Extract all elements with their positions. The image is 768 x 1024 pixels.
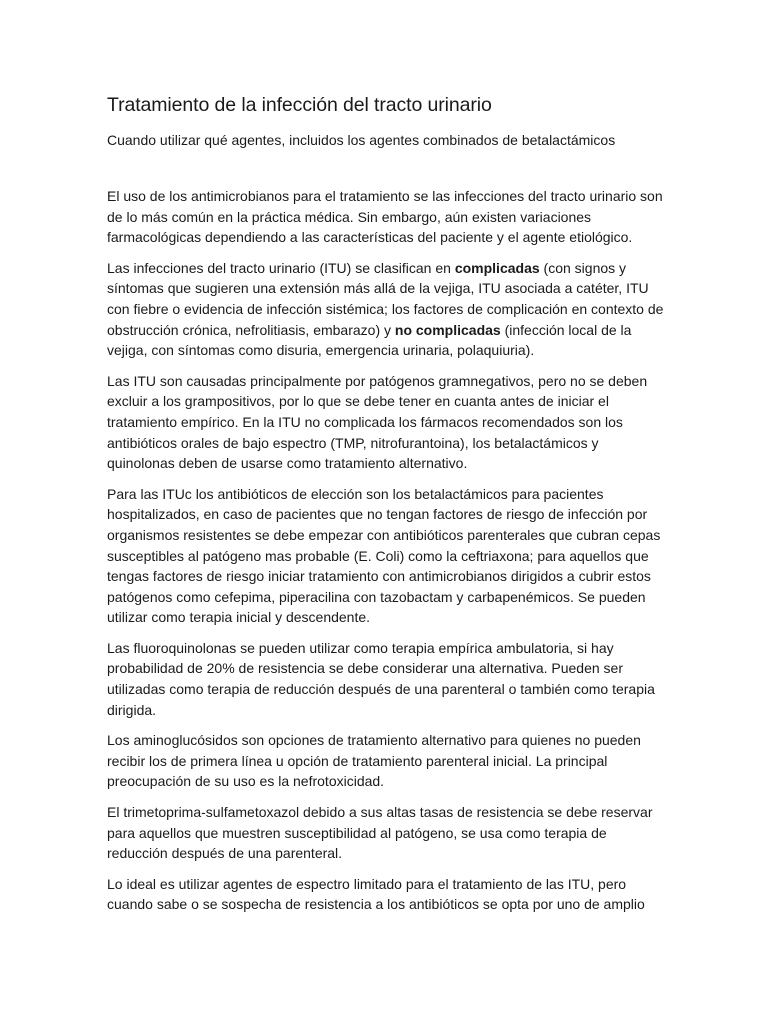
document-page: [107, 92, 667, 925]
paragraph-text: (infección local de la vejiga, con síntomas como disuria, emergencia urinaria, polaquiuria).: [107, 321, 632, 359]
paragraph-intro: El uso de los antimicrobianos para el tratamiento se las infecciones del tracto urinario son de lo más común en la práctica médica. Sin embargo, aún existen variaciones farmacológicas dependiendo a las características del paciente y el agente etiológico.: [107, 188, 663, 246]
document-body: [107, 186, 667, 915]
paragraph-text: (con signos y síntomas que sugieren una extensión más allá de la vejiga, ITU asociada a catéter, ITU con fiebre o evidencia de infección sistémica; los factores de complicación en contexto de obstrucción crónica, nefrolitiasis, embarazo) y: [107, 259, 664, 338]
document-title: Tratamiento de la infección del tracto urinario: [107, 94, 492, 116]
paragraph-aminoglucosidos: Los aminoglucósidos son opciones de tratamiento alternativo para quienes no pueden recibir los de primera línea u opción de tratamiento parenteral inicial. La principal preocupación de su uso es la nefrotoxicidad.: [107, 732, 641, 790]
bold-term-complicadas: complicadas: [454, 259, 540, 276]
paragraph-text: Las infecciones del tracto urinario (ITU) se clasifican en: [107, 259, 455, 276]
paragraph-fluoroquinolonas: Las fluoroquinolonas se pueden utilizar como terapia empírica ambulatoria, si hay probabilidad de 20% de resistencia se debe considerar una alternativa. Pueden ser utilizadas como terapia de reducción después de una parenteral o también como terapia dirigida.: [107, 639, 655, 718]
document-subtitle: Cuando utilizar qué agentes, incluidos los agentes combinados de betalactámicos: [107, 132, 616, 148]
paragraph-espectro: Lo ideal es utilizar agentes de espectro limitado para el tratamiento de las ITU, pero cuando sabe o se sospecha de resistencia a los antibióticos se opta por uno de amplio: [107, 875, 645, 913]
bold-term-no-complicadas: no complicadas: [394, 321, 501, 338]
paragraph-itu-complicada: Para las ITUc los antibióticos de elección son los betalactámicos para pacientes hospitalizados, en caso de pacientes que no tengan factores de riesgo de infección por organismos resistentes se debe empezar con antibióticos parenterales que cubran cepas susceptibles al patógeno mas probable (E. Coli) como la ceftriaxona; para aquellos que tengas factores de riesgo iniciar tratamiento con antimicrobianos dirigidos a cubrir estos patógenos como cefepima, piperacilina con tazobactam y carbapenémicos. Se pueden utilizar como terapia inicial y descendente.: [107, 485, 661, 626]
paragraph-classification: [107, 258, 667, 361]
paragraph-trimetoprima: El trimetoprima-sulfametoxazol debido a sus altas tasas de resistencia se debe reservar para aquellos que muestren susceptibilidad al patógeno, se usa como terapia de reducción después de una parenteral.: [107, 804, 653, 862]
paragraph-pathogens: Las ITU son causadas principalmente por patógenos gramnegativos, pero no se deben excluir a los grampositivos, por lo que se debe tener en cuanta antes de iniciar el tratamiento empírico. En la ITU no complicada los fármacos recomendados son los antibióticos orales de bajo espectro (TMP, nitrofurantoina), los betalactámicos y quinolonas deben de usarse como tratamiento alternativo.: [107, 372, 648, 472]
